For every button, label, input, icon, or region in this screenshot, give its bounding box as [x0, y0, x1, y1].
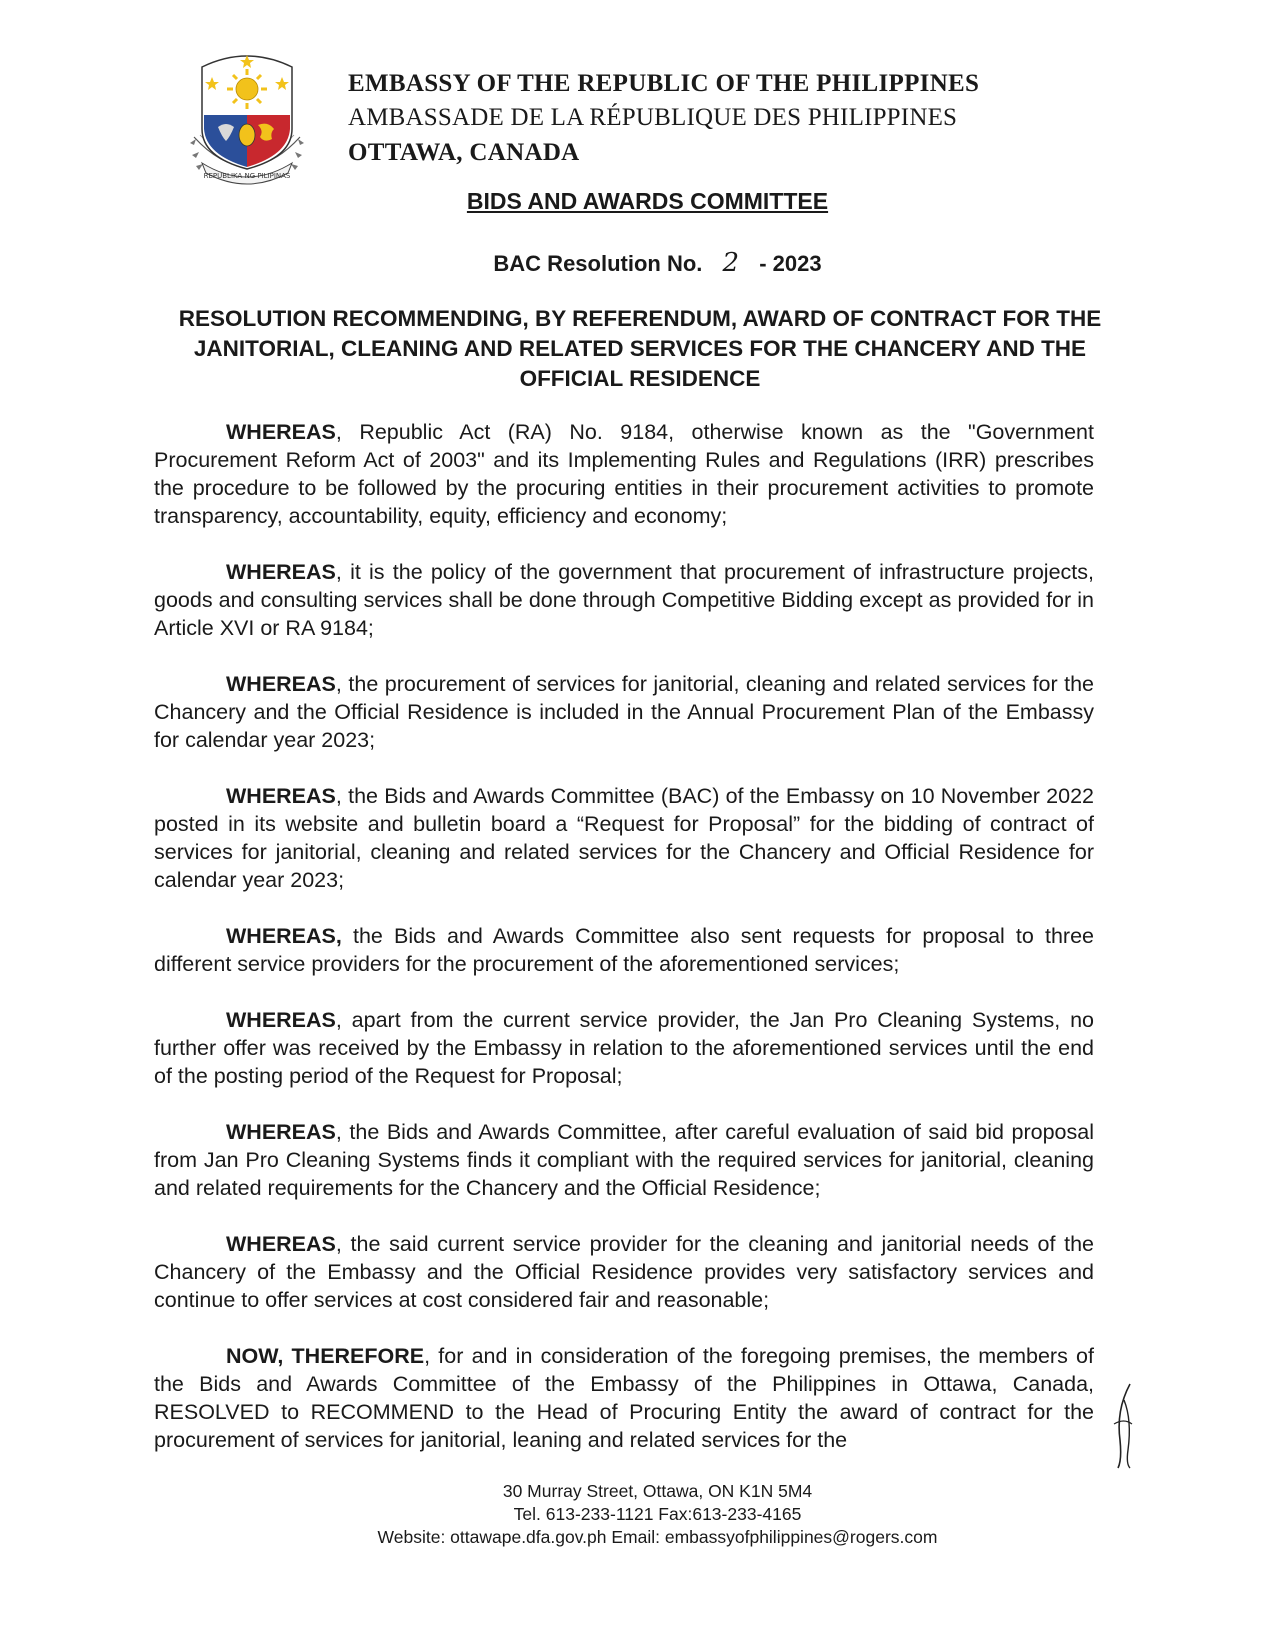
paragraph-lead: WHEREAS — [226, 560, 336, 584]
paragraph-lead: WHEREAS — [226, 1120, 336, 1144]
footer-phone: Tel. 613-233-1121 Fax:613-233-4165 — [513, 1504, 802, 1524]
paragraph-text: , for and in consideration of the foregoing premises, the members of the Bids and Awards Committee of the Embassy of the Philippines in Ottawa, Canada, RESOLVED to RECOMMEND to the Head of Procuring Entity the award of contract for the procurement of services for janitorial, leaning and related services for the — [154, 1344, 1094, 1452]
whereas-paragraph — [154, 1118, 1094, 1202]
philippine-seal-icon — [188, 45, 306, 185]
letterhead-french: AMBASSADE DE LA RÉPUBLIQUE DES PHILIPPINES — [348, 104, 958, 131]
resolution-handwritten-number: 2 — [722, 248, 740, 278]
footer-contact — [0, 1480, 1275, 1549]
letterhead-english: EMBASSY OF THE REPUBLIC OF THE PHILIPPINES — [348, 70, 980, 97]
whereas-paragraph — [154, 418, 1094, 530]
whereas-paragraph — [154, 558, 1094, 642]
paragraph-lead: WHEREAS — [226, 672, 336, 696]
footer-website-email: Website: ottawape.dfa.gov.ph Email: embassyofphilippines@rogers.com — [377, 1527, 938, 1547]
resolution-title: RESOLUTION RECOMMENDING, BY REFERENDUM, AWARD OF CONTRACT FOR THE JANITORIAL, CLEANING AND RELATED SERVICES FOR THE CHANCERY AND THE OFFICIAL RESIDENCE — [178, 306, 1102, 391]
resolution-prefix: BAC Resolution No. — [493, 251, 703, 276]
paragraph-text: , the said current service provider for the cleaning and janitorial needs of the Chancery of the Embassy and the Official Residence provides very satisfactory services and continue to offer services at cost considered fair and reasonable; — [154, 1232, 1094, 1312]
paragraph-text: , it is the policy of the government that procurement of infrastructure projects, goods and consulting services shall be done through Competitive Bidding except as provided for in Article XVI or RA 9184; — [154, 560, 1094, 640]
resolution-body — [154, 418, 1094, 1482]
whereas-paragraph — [154, 670, 1094, 754]
whereas-paragraph — [154, 1230, 1094, 1314]
footer-address: 30 Murray Street, Ottawa, ON K1N 5M4 — [502, 1481, 813, 1501]
paragraph-text: the Bids and Awards Committee also sent requests for proposal to three different service providers for the procurement of the aforementioned services; — [154, 924, 1094, 976]
committee-heading: BIDS AND AWARDS COMMITTEE — [466, 188, 829, 214]
resolution-year: - 2023 — [759, 251, 822, 276]
paragraph-lead: WHEREAS — [226, 420, 336, 444]
paragraph-lead: WHEREAS — [226, 1232, 336, 1256]
whereas-paragraph — [154, 1006, 1094, 1090]
paragraph-text: , the Bids and Awards Committee, after careful evaluation of said bid proposal from Jan Pro Cleaning Systems finds it compliant with the required services for janitorial, cleaning and related requirements for the Chancery and the Official Residence; — [154, 1120, 1094, 1200]
paragraph-text: , apart from the current service provider, the Jan Pro Cleaning Systems, no further offer was received by the Embassy in relation to the aforementioned services until the end of the posting period of the Request for Proposal; — [154, 1008, 1094, 1088]
whereas-paragraph — [154, 922, 1094, 978]
paragraph-lead: WHEREAS, — [226, 924, 342, 948]
resolution-number — [0, 248, 1275, 278]
whereas-paragraph — [154, 782, 1094, 894]
svg-text:REPUBLIKA NG PILIPINAS: REPUBLIKA NG PILIPINAS — [203, 172, 291, 180]
paragraph-text: , the Bids and Awards Committee (BAC) of the Embassy on 10 November 2022 posted in its website and bulletin board a “Request for Proposal” for the bidding of contract of services for janitorial, cleaning and related services for the Chancery and Official Residence for calendar year 2023; — [154, 784, 1094, 892]
paragraph-text: , the procurement of services for janitorial, cleaning and related services for the Chancery and the Official Residence is included in the Annual Procurement Plan of the Embassy for calendar year 2023; — [154, 672, 1094, 752]
paragraph-lead: NOW, THEREFORE — [226, 1344, 425, 1368]
letterhead-location: OTTAWA, CANADA — [348, 139, 580, 166]
paragraph-text: , Republic Act (RA) No. 9184, otherwise known as the "Government Procurement Reform Act of 2003" and its Implementing Rules and Regulations (IRR) prescribes the procedure to be followed by the procuring entities in their procurement activities to promote transparency, accountability, equity, efficiency and economy; — [154, 420, 1094, 528]
paragraph-lead: WHEREAS — [226, 784, 336, 808]
paragraph-lead: WHEREAS — [226, 1008, 336, 1032]
resolved-paragraph — [154, 1342, 1094, 1454]
handwritten-initial-icon — [1110, 1380, 1136, 1470]
